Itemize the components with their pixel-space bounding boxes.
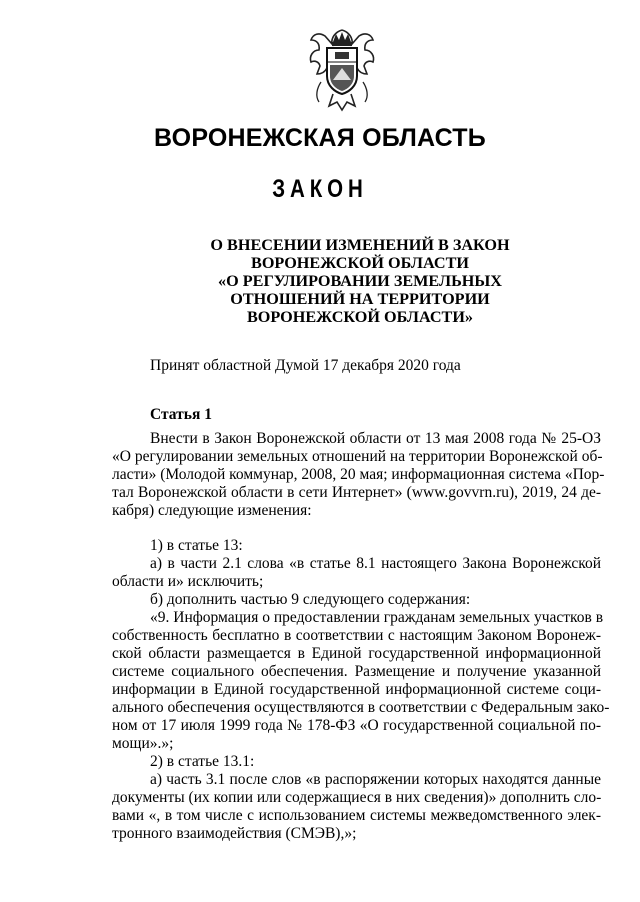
text-line: «О регулировании земельных отношений на территории Воронежской об-	[112, 448, 603, 465]
text-line: «9. Информация о предоставлении гражданам земельных участков в	[150, 609, 604, 626]
adoption-date: Принят областной Думой 17 декабря 2020 года	[150, 357, 461, 374]
text-line: а) в части 2.1 слова «в статье 8.1 настоящего Закона Воронежской	[150, 555, 601, 572]
text-line: а) часть 3.1 после слов «в распоряжении которых находятся данные	[150, 771, 601, 788]
text-line: области и» исключить;	[112, 573, 264, 590]
title-line: ОТНОШЕНИЙ НА ТЕРРИТОРИИ	[230, 290, 490, 308]
text-line: Внести в Закон Воронежской области от 13 мая 2008 года № 25-ОЗ	[150, 430, 601, 447]
text-line: ального обеспечения осуществляются в соответствии с Федеральным зако-	[112, 699, 610, 716]
text-line: тронного взаимодействия (СМЭВ),»;	[112, 825, 357, 842]
title-line: «О РЕГУЛИРОВАНИИ ЗЕМЕЛЬНЫХ	[218, 272, 502, 290]
article-heading: Статья 1	[150, 406, 212, 423]
text-line: 1) в статье 13:	[150, 537, 243, 554]
text-line: кабря) следующие изменения:	[112, 502, 312, 519]
title-line: ВОРОНЕЖСКОЙ ОБЛАСТИ»	[246, 308, 474, 326]
text-line: 2) в статье 13.1:	[150, 753, 255, 770]
text-line: ласти» (Молодой коммунар, 2008, 20 мая; информационная система «Пор-	[112, 466, 605, 483]
law-title	[110, 236, 610, 326]
text-line: тал Воронежской области в сети Интернет» (www.govvrn.ru), 2019, 24 де-	[112, 484, 601, 501]
intro-paragraph	[112, 430, 605, 520]
title-line: ВОРОНЕЖСКОЙ ОБЛАСТИ	[251, 254, 469, 272]
text-line: собственность бесплатно в соответствии с настоящим Законом Воронеж-	[112, 627, 601, 644]
text-line: ской области размещается в Единой государственной информационной	[112, 645, 601, 662]
text-line: вами «, в том числе с использованием системы межведомственного элек-	[112, 807, 601, 824]
text-line: ном от 17 июля 1999 года № 178-ФЗ «О государственной социальной по-	[112, 717, 601, 734]
text-line: мощи».»;	[112, 735, 174, 752]
law-heading: ЗАКОН	[272, 175, 368, 203]
title-line: О ВНЕСЕНИИ ИЗМЕНЕНИЙ В ЗАКОН	[210, 236, 510, 254]
region-heading: ВОРОНЕЖСКАЯ ОБЛАСТЬ	[154, 124, 486, 152]
text-line: информации в Единой государственной информационной системе соци-	[112, 681, 601, 698]
text-line: б) дополнить частью 9 следующего содержания:	[150, 591, 471, 608]
coat-of-arms-emblem	[295, 22, 389, 116]
amendments-body	[112, 537, 610, 843]
text-line: системе социального обеспечения. Размещение и получение указанной	[112, 663, 601, 680]
text-line: документы (их копии или содержащиеся в них сведения)» дополнить сло-	[112, 789, 602, 806]
